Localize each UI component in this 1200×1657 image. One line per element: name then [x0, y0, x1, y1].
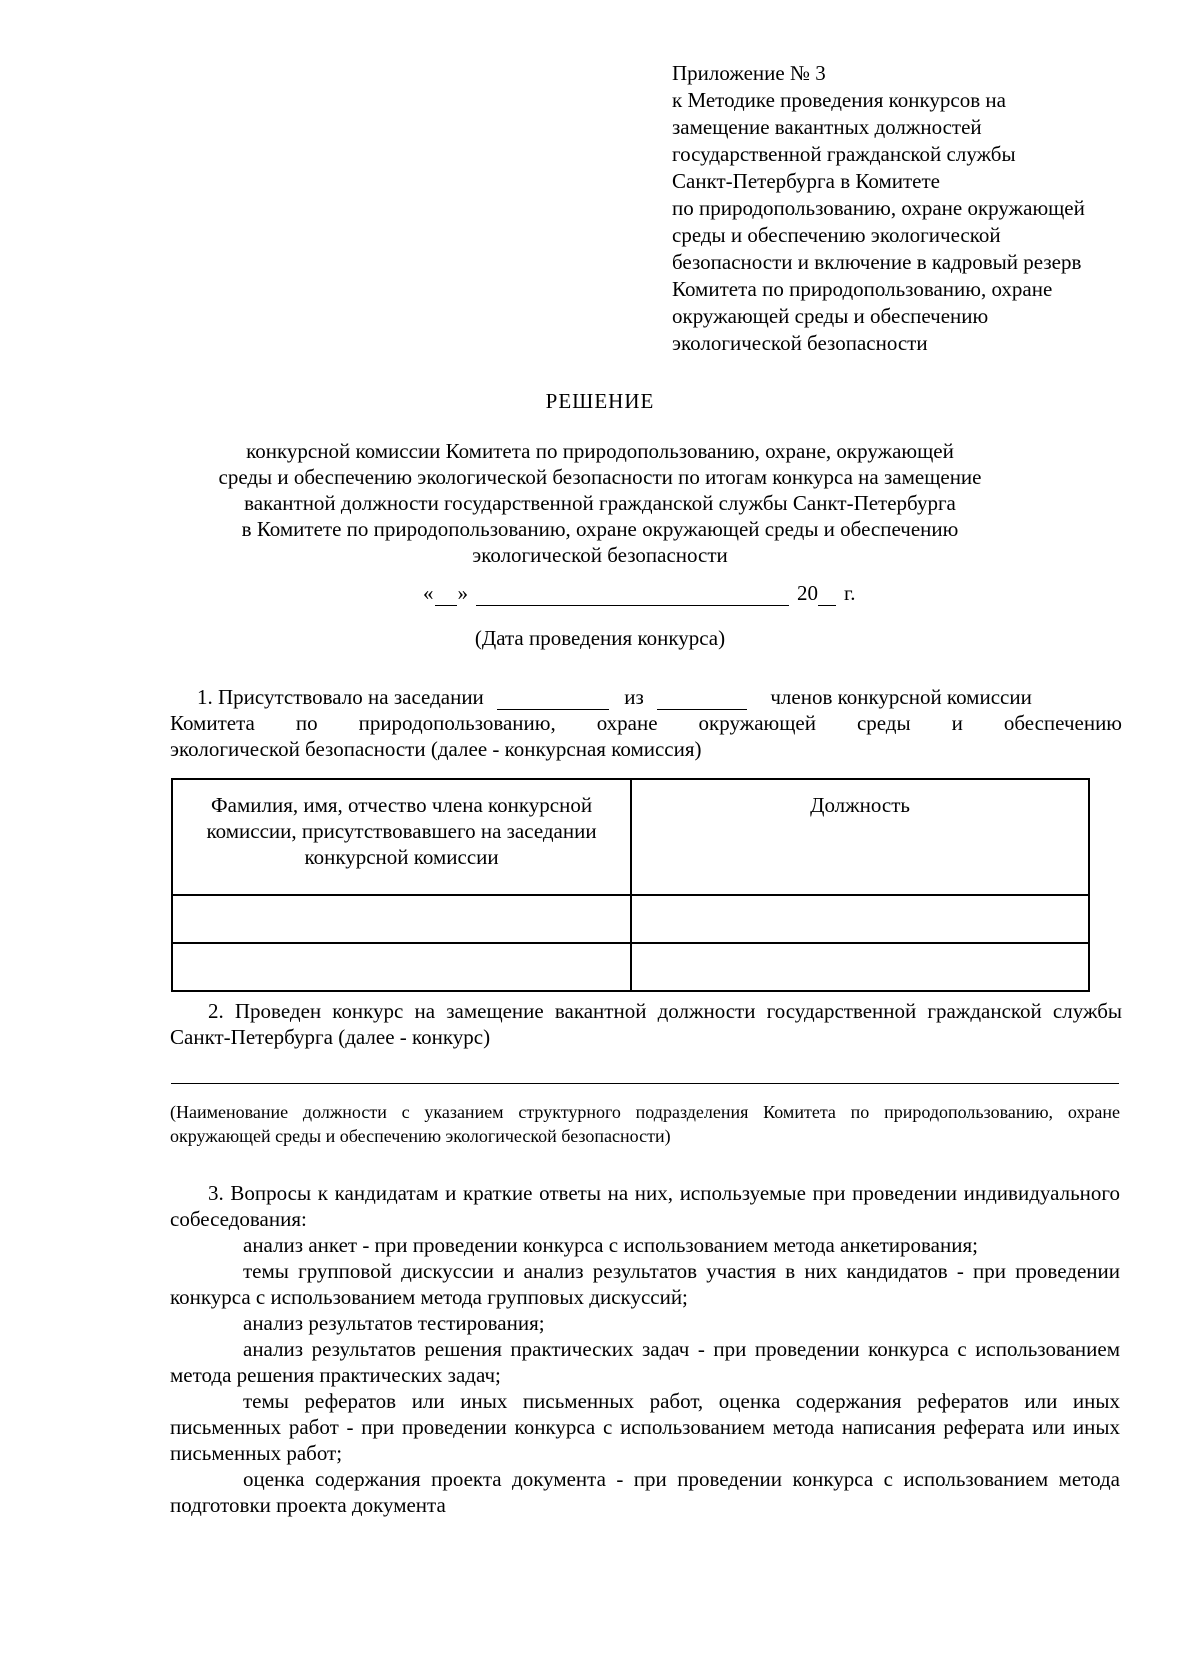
date-close-quote: » — [457, 581, 468, 605]
section-3 — [170, 1180, 1120, 1518]
header-member-name: Фамилия, имя, отчество члена конкурсной комиссии, присутствовавшего на заседании конкурсной комиссии — [172, 779, 631, 895]
section-1-part-a: 1. Присутствовало на заседании — [197, 685, 484, 709]
appendix-line: Комитета по природопользованию, охране — [672, 277, 1053, 301]
members-table — [171, 778, 1090, 992]
position-blank-line[interactable] — [171, 1083, 1119, 1084]
list-item: темы групповой дискуссии и анализ результатов участия в них кандидатов - при проведении конкурса с использованием метода групповых дискуссий; — [170, 1259, 1120, 1309]
table-row — [172, 895, 1089, 943]
section-1-line-1 — [170, 684, 1122, 710]
year-suffix: г. — [844, 581, 856, 605]
total-count-blank[interactable] — [657, 689, 747, 710]
list-item: анализ анкет - при проведении конкурса с использованием метода анкетирования; — [243, 1233, 978, 1257]
table-cell[interactable] — [172, 943, 631, 991]
section-2: 2. Проведен конкурс на замещение вакантной должности государственной гражданской службы Санкт-Петербурга (далее - конкурс) — [170, 999, 1122, 1049]
table-header-row — [172, 779, 1089, 895]
document-title: РЕШЕНИЕ — [545, 389, 655, 413]
appendix-line: по природопользованию, охране окружающей — [672, 196, 1085, 220]
document-subtitle — [0, 438, 1200, 568]
appendix-line: государственной гражданской службы — [672, 142, 1016, 166]
header-position: Должность — [631, 779, 1089, 895]
date-field — [423, 580, 856, 606]
present-count-blank[interactable] — [497, 689, 609, 710]
subtitle-line: конкурсной комиссии Комитета по природопользованию, охране, окружающей — [246, 439, 954, 463]
day-blank[interactable] — [435, 585, 457, 606]
year-prefix: 20 — [797, 581, 818, 605]
subtitle-line: в Комитете по природопользованию, охране окружающей среды и обеспечению — [241, 517, 959, 541]
section-1-part-c: членов конкурсной комиссии — [770, 685, 1032, 709]
appendix-header — [672, 60, 1192, 357]
subtitle-line: среды и обеспечению экологической безопасности по итогам конкурса на замещение — [218, 465, 982, 489]
subtitle-line: экологической безопасности — [472, 543, 728, 567]
section-1 — [170, 684, 1122, 762]
section-1-line-3: экологической безопасности (далее - конкурсная комиссия) — [170, 737, 702, 761]
subtitle-line: вакантной должности государственной гражданской службы Санкт-Петербурга — [244, 491, 956, 515]
appendix-line: Приложение № 3 — [672, 61, 826, 85]
position-caption: (Наименование должности с указанием структурного подразделения Комитета по природопользованию, охране окружающей среды и обеспечению экологической безопасности) — [170, 1102, 1120, 1146]
year-blank[interactable] — [818, 585, 836, 606]
section-1-line-2: Комитета по природопользованию, охране окружающей среды и обеспечению — [170, 711, 1122, 735]
appendix-line: замещение вакантных должностей — [672, 115, 982, 139]
section-3-intro: 3. Вопросы к кандидатам и краткие ответы на них, используемые при проведении индивидуального собеседования: — [170, 1181, 1120, 1231]
appendix-line: экологической безопасности — [672, 331, 928, 355]
appendix-line: Санкт-Петербурга в Комитете — [672, 169, 940, 193]
date-caption: (Дата проведения конкурса) — [474, 626, 726, 650]
date-open-quote: « — [423, 581, 434, 605]
table-row — [172, 943, 1089, 991]
table-cell[interactable] — [172, 895, 631, 943]
appendix-line: окружающей среды и обеспечению — [672, 304, 989, 328]
appendix-line: к Методике проведения конкурсов на — [672, 88, 1006, 112]
table-cell[interactable] — [631, 895, 1089, 943]
list-item: оценка содержания проекта документа - при проведении конкурса с использованием метода подготовки проекта документа — [170, 1467, 1120, 1517]
section-1-part-b: из — [624, 685, 644, 709]
list-item: темы рефератов или иных письменных работ, оценка содержания рефератов или иных письменных работ - при проведении конкурса с использованием метода написания реферата или иных письменных работ; — [170, 1389, 1120, 1465]
appendix-line: среды и обеспечению экологической — [672, 223, 1001, 247]
list-item: анализ результатов решения практических задач - при проведении конкурса с использованием метода решения практических задач; — [170, 1337, 1120, 1387]
appendix-line: безопасности и включение в кадровый резерв — [672, 250, 1082, 274]
table-cell[interactable] — [631, 943, 1089, 991]
list-item: анализ результатов тестирования; — [243, 1311, 545, 1335]
month-blank[interactable] — [476, 585, 789, 606]
